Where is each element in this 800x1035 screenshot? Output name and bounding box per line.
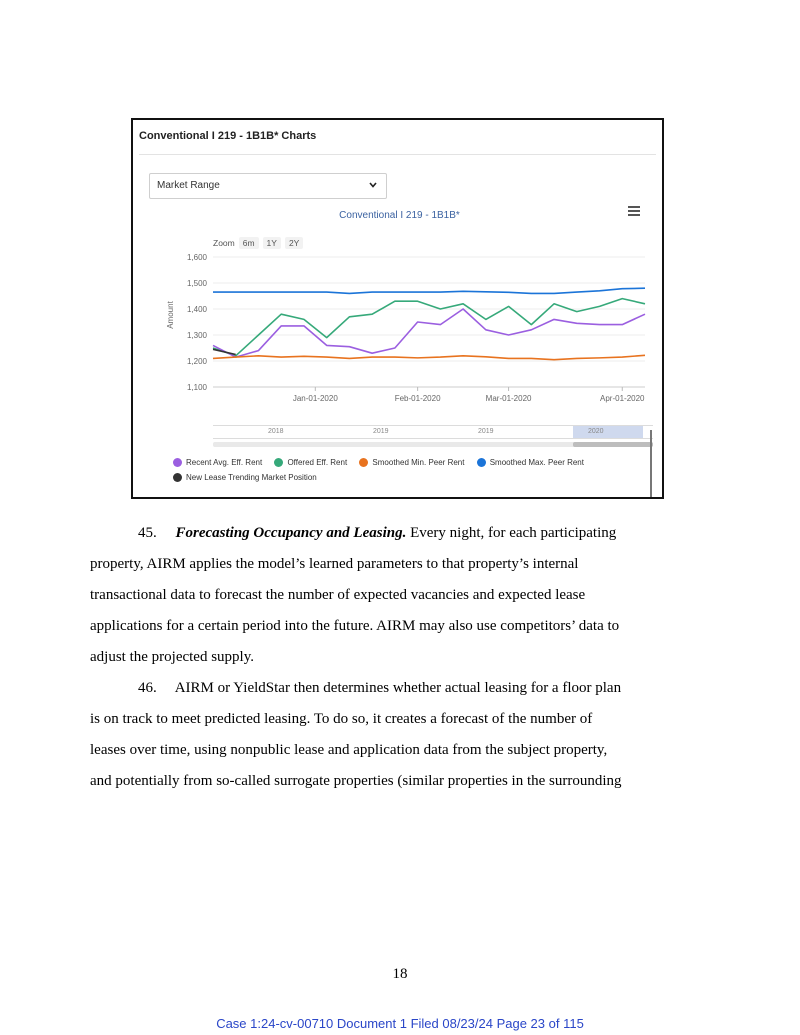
y-tick-label: 1,300: [186, 331, 207, 340]
legend-dot-icon: [477, 458, 486, 467]
paragraph-heading: Forecasting Occupancy and Leasing.: [175, 525, 407, 541]
case-footer: Case 1:24-cv-00710 Document 1 Filed 08/23/24 Page 23 of 115: [216, 1016, 584, 1031]
navigator-selection-handle[interactable]: [573, 426, 643, 438]
zoom-2y-button[interactable]: 2Y: [285, 237, 303, 249]
legend-label: Smoothed Min. Peer Rent: [372, 458, 465, 467]
legend-dot-icon: [173, 473, 182, 482]
legend-dot-icon: [173, 458, 182, 467]
paragraph-number: 45.: [138, 525, 157, 541]
chart-title: Conventional I 219 - 1B1B*: [339, 210, 460, 221]
series-line-offered-eff-rent: [213, 299, 645, 356]
paragraph-46-line-1: [90, 673, 710, 704]
y-tick-label: 1,600: [186, 253, 207, 262]
navigator-label: 2019: [478, 428, 494, 435]
legend-label: Offered Eff. Rent: [287, 458, 348, 467]
series-line-new-lease-trending-market-position: [213, 349, 236, 354]
zoom-6m-button[interactable]: 6m: [239, 237, 259, 249]
chart-screenshot: [131, 118, 664, 499]
page-number: 18: [392, 966, 408, 982]
y-tick-label: 1,500: [186, 279, 207, 288]
chart-legend: [173, 456, 653, 486]
legend-dot-icon: [274, 458, 283, 467]
y-tick-label: 1,200: [186, 357, 207, 366]
range-navigator[interactable]: [213, 425, 653, 439]
legend-item-smoothed-max-peer-rent[interactable]: [477, 456, 584, 469]
x-tick-label: Jan-01-2020: [292, 394, 338, 403]
legend-label: New Lease Trending Market Position: [186, 473, 317, 482]
legend-item-offered-eff-rent[interactable]: [274, 456, 347, 469]
navigator-label: 2018: [268, 428, 284, 435]
paragraph-text: is on track to meet predicted leasing. To do so, it creates a forecast of the number of: [90, 711, 593, 727]
zoom-1y-button[interactable]: 1Y: [263, 237, 281, 249]
legend-item-new-lease-trending[interactable]: [173, 471, 317, 484]
panel-title: Conventional I 219 - 1B1B* Charts: [139, 130, 317, 142]
legend-label: Recent Avg. Eff. Rent: [186, 458, 263, 467]
y-axis-label: Amount: [166, 301, 175, 329]
series-line-smoothed-min-peer-rent: [213, 355, 645, 359]
paragraph-text: Every night, for each participating: [410, 525, 617, 541]
paragraph-45: [90, 518, 710, 673]
line-chart: [133, 120, 662, 420]
navigator-label: 2019: [373, 428, 389, 435]
paragraph-45-line-1: [90, 518, 710, 549]
series-line-recent-avg-eff-rent: [213, 309, 645, 357]
legend-item-smoothed-min-peer-rent[interactable]: [359, 456, 464, 469]
paragraph-text: applications for a certain period into the future. AIRM may also use competitors’ data to: [90, 618, 620, 634]
y-tick-label: 1,100: [186, 383, 207, 392]
legend-item-recent-avg-eff-rent[interactable]: [173, 456, 262, 469]
legend-label: Smoothed Max. Peer Rent: [489, 458, 584, 467]
x-tick-label: Mar-01-2020: [485, 394, 532, 403]
x-tick-label: Apr-01-2020: [600, 394, 645, 403]
zoom-label: Zoom: [213, 238, 235, 248]
paragraph-text: property, AIRM applies the model’s learned parameters to that property’s internal: [90, 556, 579, 572]
scrollbar-thumb[interactable]: [573, 442, 653, 447]
paragraph-text: leases over time, using nonpublic lease and application data from the subject property,: [90, 742, 608, 758]
legend-dot-icon: [359, 458, 368, 467]
x-tick-label: Feb-01-2020: [394, 394, 441, 403]
paragraph-46: [90, 673, 710, 797]
paragraph-text: transactional data to forecast the number of expected vacancies and expected lease: [90, 587, 586, 603]
paragraph-text: adjust the projected supply.: [90, 649, 254, 665]
navigator-label: 2020: [588, 428, 604, 435]
paragraph-number: 46.: [138, 680, 157, 696]
series-line-smoothed-max-peer-rent: [213, 288, 645, 293]
paragraph-text: AIRM or YieldStar then determines whether actual leasing for a floor plan: [174, 680, 622, 696]
y-tick-label: 1,400: [186, 305, 207, 314]
select-value: Market Range: [157, 180, 220, 191]
paragraph-text: and potentially from so-called surrogate properties (similar properties in the surrounding: [90, 773, 622, 789]
navigator-scrollbar[interactable]: [213, 442, 653, 447]
